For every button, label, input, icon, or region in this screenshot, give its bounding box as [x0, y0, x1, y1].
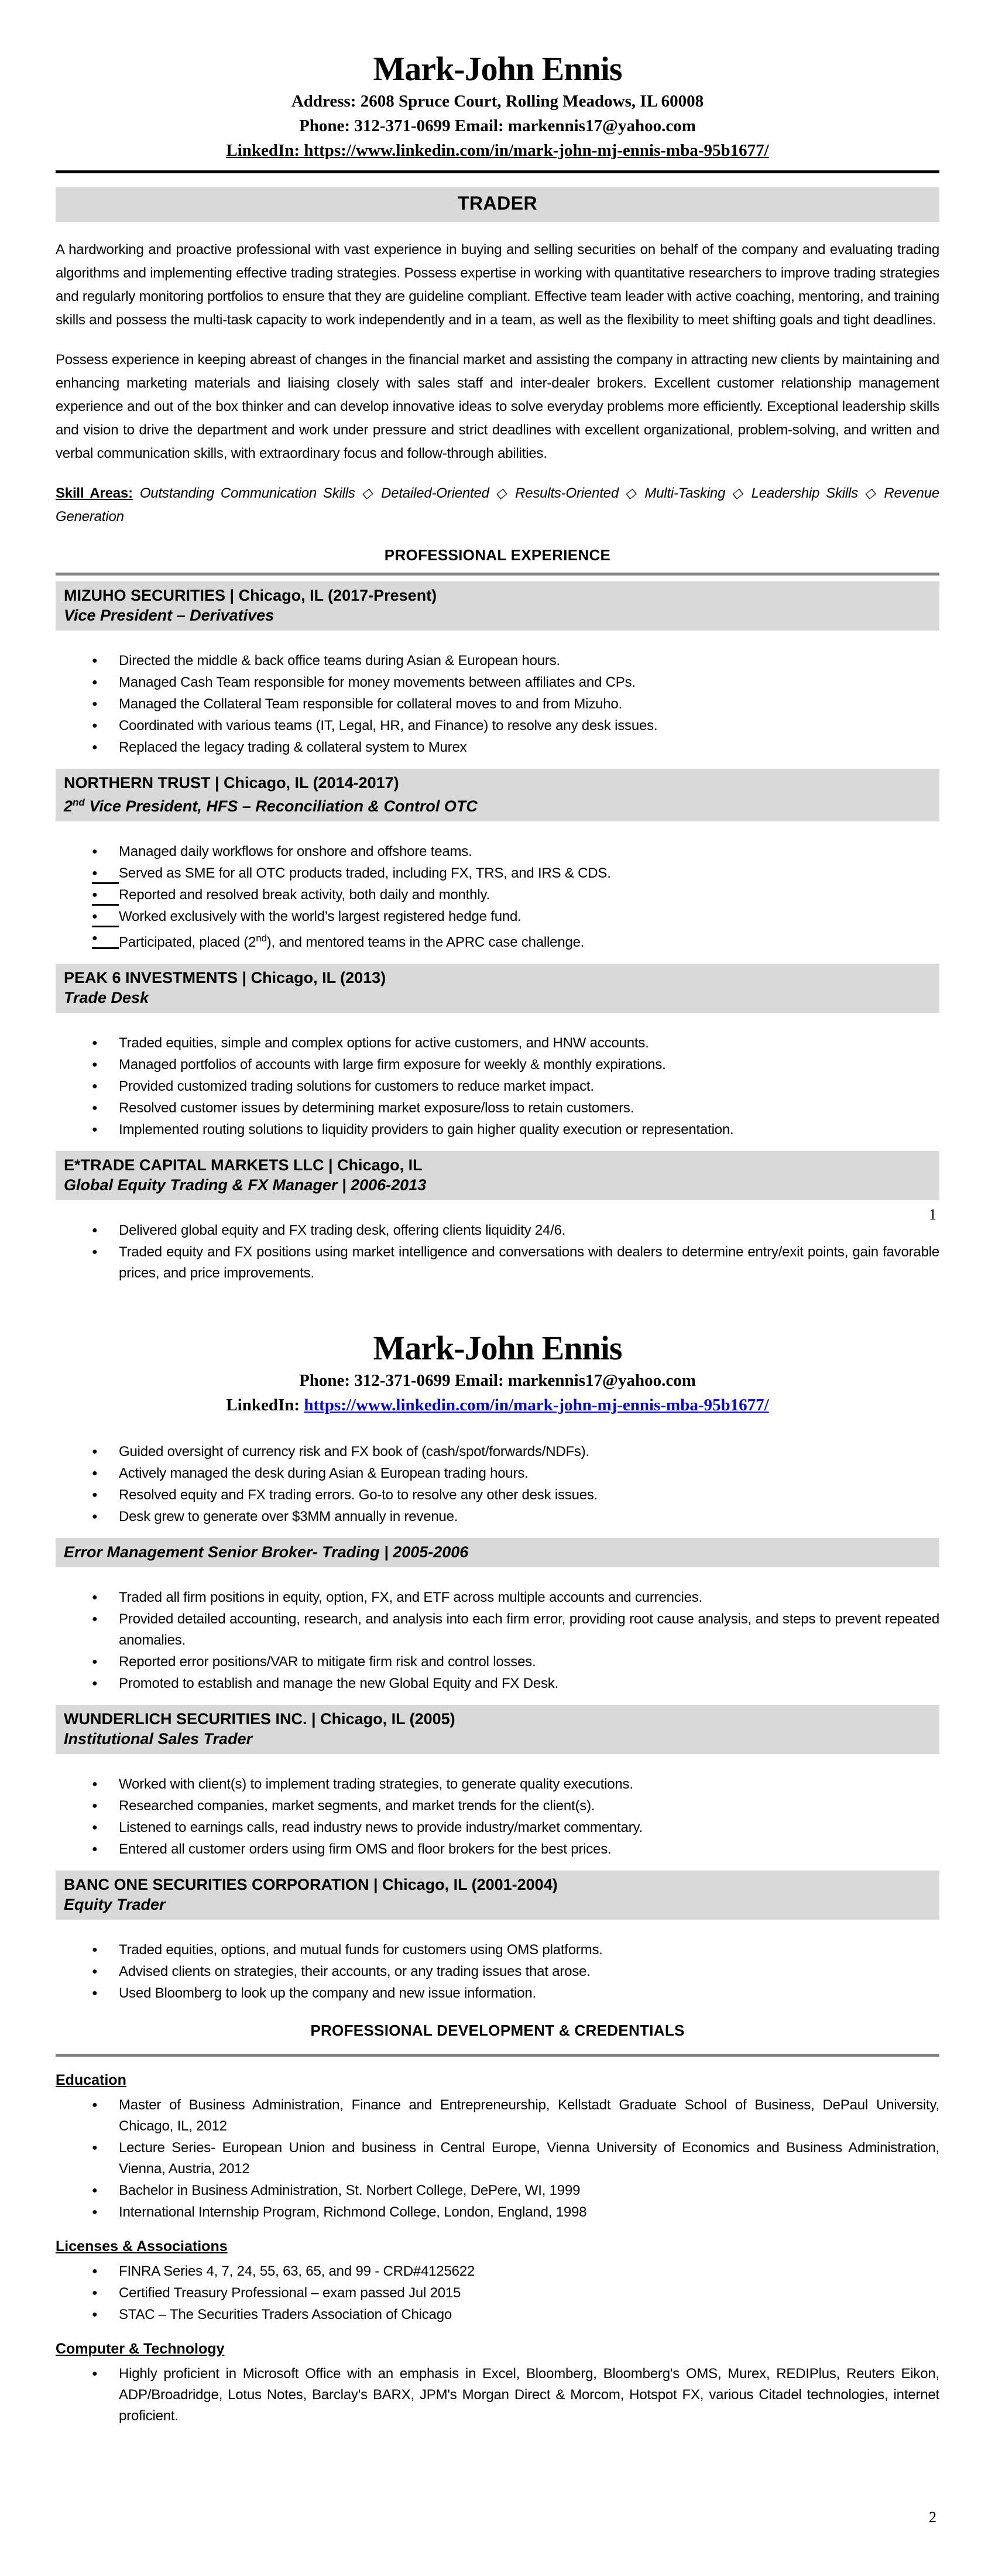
summary-paragraph-2: Possess experience in keeping abreast of changes in the financial market and assisting the company in attracting new clients by maintaining and enhancing marketing materials and liaising closely with sales staff and inter-dealer brokers. Excellent customer relationship management experience and out of the box thinker and can develop innovative ideas to solve everyday problems more efficiently. Exceptional leadership skills and vision to drive the department and work under pressure and strict deadlines with excellent organizational, problem-solving, and written and verbal communication skills, with extraordinary focus and follow-through abilities. — [56, 352, 939, 461]
list-item: ● Worked with client(s) to implement trading strategies, to generate quality executions. — [92, 1774, 939, 1795]
page-title: Mark-John Ennis — [373, 1329, 622, 1367]
list-item: ● Managed daily workflows for onshore and offshore teams. — [92, 841, 939, 862]
job-header-northern-trust — [56, 769, 939, 821]
job-bullets-wunderlich — [56, 1774, 939, 1860]
list-item: ● Traded equities, options, and mutual funds for customers using OMS platforms. — [92, 1940, 939, 1961]
bullet-icon: ● — [92, 1490, 98, 1500]
development-divider — [56, 2054, 939, 2057]
licenses-heading: Licenses & Associations — [56, 2238, 228, 2255]
bullet-icon: ● — [92, 1225, 98, 1235]
list-item: ● International Internship Program, Richmond College, London, England, 1998 — [92, 2202, 939, 2223]
list-item: ● Delivered global equity and FX trading desk, offering clients liquidity 24/6. — [92, 1220, 939, 1241]
job-header-peak6 — [56, 964, 939, 1013]
bullet-icon: ● — [92, 2369, 98, 2379]
summary-paragraph-1: A hardworking and proactive professional with vast experience in buying and selling securities on behalf of the company and evaluating trading algorithms and implementing effective trading strategies. Possess expertise in working with quantitative researchers to improve trading strategies and regularly monitoring portfolios to ensure that they are guideline compliant. Effective team leader with active coaching, mentoring, and training skills and possess the multi-task capacity to work independently and in a team, as well as the flexibility to meet shifting goals and tight deadlines. — [56, 242, 939, 328]
job-role: Vice President – Derivatives — [64, 607, 275, 624]
linkedin-label: LinkedIn: — [226, 1396, 304, 1414]
job-header-wunderlich — [56, 1705, 939, 1754]
list-item: ● FINRA Series 4, 7, 24, 55, 63, 65, and 99 - CRD#4125622 — [92, 2261, 939, 2282]
list-item: ● Managed portfolios of accounts with large firm exposure for weekly & monthly expirations. — [92, 1054, 939, 1075]
job-bullets-error-management — [56, 1587, 939, 1694]
development-heading: PROFESSIONAL DEVELOPMENT & CREDENTIALS — [310, 2022, 685, 2039]
job-role: 2nd Vice President, HFS – Reconciliation & Control OTC — [64, 797, 478, 815]
experience-heading: PROFESSIONAL EXPERIENCE — [384, 546, 611, 564]
list-item: ● Managed the Collateral Team responsible for collateral moves to and from Mizuho. — [92, 694, 939, 715]
bullet-icon: ● — [92, 1678, 98, 1688]
bullet-icon: ● — [92, 885, 119, 906]
bullet-icon: ● — [92, 1125, 98, 1135]
computer-bullets — [56, 2363, 939, 2427]
list-item: ● Participated, placed (2nd), and mentored teams in the APRC case challenge. — [92, 928, 939, 953]
job-bullets-banc-one — [56, 1940, 939, 2004]
bullet-icon: ● — [92, 1844, 98, 1854]
list-item: ● Lecture Series- European Union and business in Central Europe, Vienna University of Economics and Business Administration, Vienna, Austria, 2012 — [92, 2137, 939, 2180]
education-bullets — [56, 2095, 939, 2223]
list-item: ● Managed Cash Team responsible for money movements between affiliates and CPs. — [92, 672, 939, 693]
list-item: ● Bachelor in Business Administration, St. Norbert College, DePere, WI, 1999 — [92, 2180, 939, 2201]
bullet-icon: ● — [92, 1988, 98, 1998]
bullet-icon: ● — [92, 2186, 98, 2195]
bullet-icon: ● — [92, 1967, 98, 1976]
bullet-icon: ● — [92, 2100, 98, 2110]
list-item: ● Certified Treasury Professional – exam passed Jul 2015 — [92, 2283, 939, 2304]
computer-heading: Computer & Technology — [56, 2341, 225, 2357]
job-role: Institutional Sales Trader — [64, 1730, 253, 1748]
list-item: ● Directed the middle & back office teams during Asian & European hours. — [92, 650, 939, 672]
job-header-mizuho — [56, 581, 939, 631]
phone-email-line: Phone: 312-371-0699 Email: markennis17@yahoo.com — [299, 117, 696, 135]
list-item: ● Provided detailed accounting, research, and analysis into each firm error, providing root cause analysis, and steps to prevent repeated anomalies. — [92, 1609, 939, 1651]
job-bullets-etrade-continued — [56, 1441, 939, 1527]
job-role: Error Management Senior Broker- Trading | 2005-2006 — [64, 1543, 469, 1561]
job-company: NORTHERN TRUST | Chicago, IL (2014-2017) — [64, 774, 399, 792]
job-role: Equity Trader — [64, 1896, 166, 1913]
job-header-error-management — [56, 1538, 939, 1567]
bullet-icon: ● — [92, 2310, 98, 2320]
bullet-icon: ● — [92, 1038, 98, 1048]
bullet-icon: ● — [92, 2266, 98, 2276]
list-item: ● Promoted to establish and manage the new Global Equity and FX Desk. — [92, 1673, 939, 1694]
bullet-icon: ● — [92, 863, 119, 884]
address-line: Address: 2608 Spruce Court, Rolling Meadows, IL 60008 — [291, 92, 704, 111]
bullet-icon: ● — [92, 2288, 98, 2298]
job-header-banc-one — [56, 1871, 939, 1920]
job-company: PEAK 6 INVESTMENTS | Chicago, IL (2013) — [64, 969, 386, 986]
list-item: ● Entered all customer orders using firm OMS and floor brokers for the best prices. — [92, 1839, 939, 1860]
job-bullets-peak6 — [56, 1033, 939, 1140]
job-bullets-mizuho — [56, 650, 939, 758]
bullet-icon: ● — [92, 1103, 98, 1113]
list-item: ● Highly proficient in Microsoft Office with an emphasis in Excel, Bloomberg, Bloomberg's OMS, Murex, REDIPlus, Reuters Eikon, ADP/Broadridge, Lotus Notes, Barclay's BARX, JPM's Morgan Direct & Morcom, Hotspot FX, various Citadel technologies, internet proficient. — [92, 2363, 939, 2427]
bullet-icon: ● — [92, 1447, 98, 1457]
skill-areas-line — [56, 482, 939, 529]
bullet-icon: ● — [92, 1657, 98, 1667]
linkedin-line — [56, 1393, 939, 1417]
list-item: ● Implemented routing solutions to liquidity providers to gain higher quality execution or representation. — [92, 1119, 939, 1140]
bullet-icon: ● — [92, 847, 98, 857]
job-role: Trade Desk — [64, 989, 149, 1006]
resume-title-banner: TRADER — [56, 187, 939, 222]
bullet-icon: ● — [92, 721, 98, 731]
ordinal-superscript: nd — [73, 797, 85, 808]
bullet-icon: ● — [92, 1592, 98, 1602]
list-item: ● Worked exclusively with the world’s largest registered hedge fund. — [92, 906, 939, 927]
bullet-icon: ● — [92, 928, 119, 949]
list-item: ● Traded equity and FX positions using market intelligence and conversations with dealers to determine entry/exit points, gain favorable prices, and price improvements. — [92, 1242, 939, 1284]
bullet-icon: ● — [92, 1823, 98, 1832]
job-company: MIZUHO SECURITIES | Chicago, IL (2017-Present) — [64, 587, 437, 604]
page-number: 2 — [929, 2509, 936, 2526]
linkedin-label: LinkedIn: — [226, 141, 304, 160]
list-item: ● Reported and resolved break activity, both daily and monthly. — [92, 885, 939, 906]
bullet-icon: ● — [92, 1081, 98, 1091]
job-header-etrade — [56, 1151, 939, 1200]
list-item: ● Coordinated with various teams (IT, Legal, HR, and Finance) to resolve any desk issues. — [92, 715, 939, 737]
list-item: ● Replaced the legacy trading & collateral system to Murex — [92, 737, 939, 758]
list-item: ● Advised clients on strategies, their accounts, or any trading issues that arose. — [92, 1961, 939, 1982]
bullet-icon: ● — [92, 699, 98, 709]
list-item: ● Provided customized trading solutions for customers to reduce market impact. — [92, 1076, 939, 1097]
bullet-icon: ● — [92, 742, 98, 752]
ordinal-superscript: nd — [256, 933, 267, 944]
list-item: ● Guided oversight of currency risk and FX book of (cash/spot/forwards/NDFs). — [92, 1441, 939, 1462]
bullet-icon: ● — [92, 1468, 98, 1478]
bullet-icon: ● — [92, 656, 98, 666]
licenses-bullets — [56, 2261, 939, 2325]
list-item: ● STAC – The Securities Traders Association of Chicago — [92, 2304, 939, 2325]
bullet-icon: ● — [92, 677, 98, 687]
experience-divider — [56, 573, 939, 576]
linkedin-line — [56, 139, 939, 162]
resume-page-2 — [0, 1288, 995, 2576]
job-company: WUNDERLICH SECURITIES INC. | Chicago, IL (2005) — [64, 1710, 455, 1728]
linkedin-link[interactable]: https://www.linkedin.com/in/mark-john-mj-ennis-mba-95b1677/ — [304, 1396, 769, 1414]
linkedin-url-text: https://www.linkedin.com/in/mark-john-mj-ennis-mba-95b1677/ — [304, 141, 769, 160]
bullet-icon: ● — [92, 2207, 98, 2217]
list-item: ● Traded equities, simple and complex options for active customers, and HNW accounts. — [92, 1033, 939, 1054]
list-item: ● Listened to earnings calls, read industry news to provide industry/market commentary. — [92, 1817, 939, 1838]
skill-areas-label: Skill Areas: — [56, 485, 133, 501]
phone-email-line: Phone: 312-371-0699 Email: markennis17@yahoo.com — [299, 1371, 696, 1390]
bullet-icon: ● — [92, 1614, 98, 1624]
bullet-icon: ● — [92, 1945, 98, 1955]
bullet-icon: ● — [92, 1512, 98, 1522]
education-heading: Education — [56, 2072, 126, 2088]
bullet-icon: ● — [92, 2143, 98, 2153]
job-bullets-northern-trust — [56, 841, 939, 953]
list-item: ● Researched companies, market segments, and market trends for the client(s). — [92, 1796, 939, 1817]
list-item: ● Desk grew to generate over $3MM annually in revenue. — [92, 1506, 939, 1527]
bullet-icon: ● — [92, 1060, 98, 1070]
list-item: ● Master of Business Administration, Finance and Entrepreneurship, Kellstadt Graduate School of Business, DePaul University, Chicago, IL, 2012 — [92, 2095, 939, 2137]
list-item: ● Resolved equity and FX trading errors. Go-to to resolve any other desk issues. — [92, 1485, 939, 1506]
job-company: BANC ONE SECURITIES CORPORATION | Chicago, IL (2001-2004) — [64, 1876, 558, 1893]
list-item: ● Actively managed the desk during Asian & European trading hours. — [92, 1463, 939, 1484]
list-item: ● Used Bloomberg to look up the company and new issue information. — [92, 1983, 939, 2004]
list-item: ● Served as SME for all OTC products traded, including FX, TRS, and IRS & CDS. — [92, 863, 939, 884]
bullet-icon: ● — [92, 906, 119, 927]
list-item: ● Reported error positions/VAR to mitigate firm risk and control losses. — [92, 1652, 939, 1673]
page-number: 1 — [929, 1206, 936, 1223]
job-role: Global Equity Trading & FX Manager | 2006-2013 — [64, 1176, 427, 1194]
list-item: ● Resolved customer issues by determining market exposure/loss to retain customers. — [92, 1098, 939, 1119]
header-divider — [56, 170, 939, 173]
bullet-icon: ● — [92, 1779, 98, 1789]
page-title: Mark-John Ennis — [373, 50, 622, 88]
skill-areas-text: Outstanding Communication Skills ◇ Detailed-Oriented ◇ Results-Oriented ◇ Multi-Tasking ◇ Leadership Skills ◇ Revenue Generation — [56, 485, 939, 525]
bullet-icon: ● — [92, 1801, 98, 1811]
bullet-icon: ● — [92, 1247, 98, 1257]
list-item: ● Traded all firm positions in equity, option, FX, and ETF across multiple accounts and currencies. — [92, 1587, 939, 1608]
job-company: E*TRADE CAPITAL MARKETS LLC | Chicago, IL — [64, 1156, 423, 1174]
